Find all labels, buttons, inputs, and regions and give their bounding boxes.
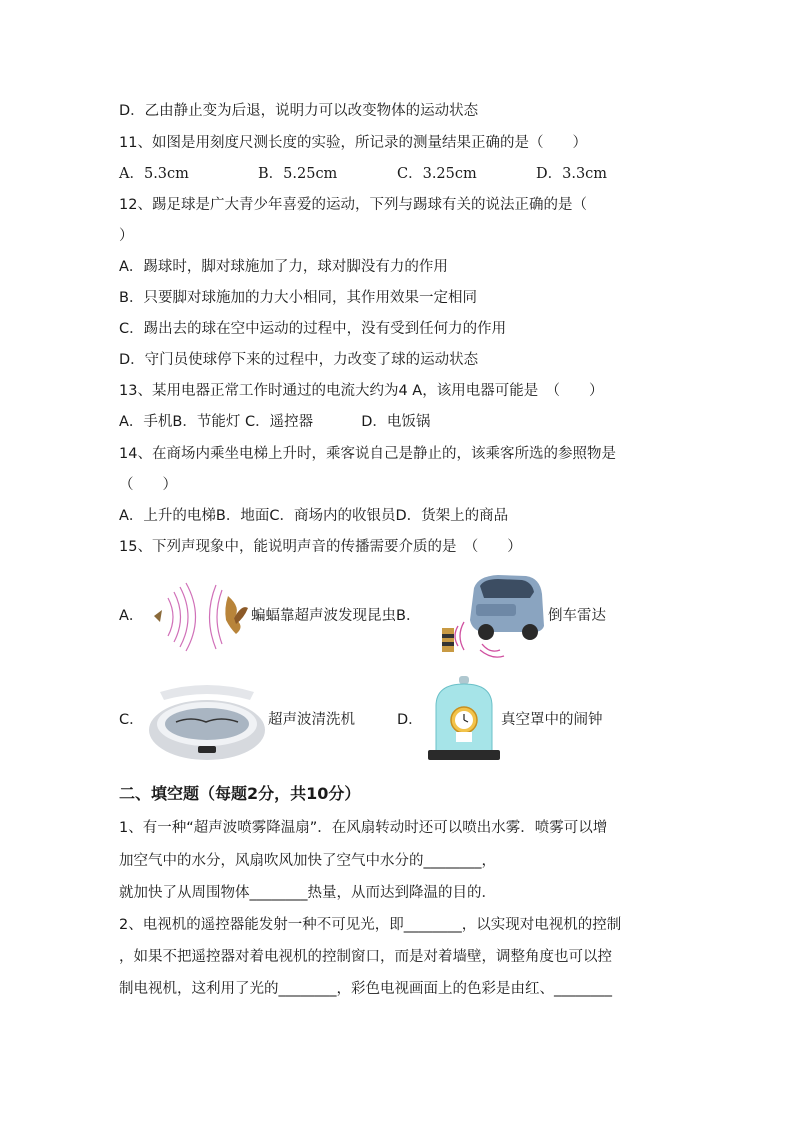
q11-stem: 11、如图是用刻度尺测长度的实验，所记录的测量结果正确的是（ ） bbox=[119, 135, 587, 151]
q12-option-b: B．只要脚对球施加的力大小相同，其作用效果一定相同 bbox=[119, 290, 477, 306]
q10-option-d: D．乙由静止变为后退，说明力可以改变物体的运动状态 bbox=[119, 103, 479, 119]
bat-ultrasound-image bbox=[150, 578, 250, 656]
q15-option-d-text: 真空罩中的闹钟 bbox=[501, 712, 603, 728]
q13-options: A．手机B．节能灯 C．遥控器 D．电饭锅 bbox=[119, 414, 431, 430]
q12-stem-cont: ） bbox=[119, 228, 134, 244]
q12-stem: 12、踢足球是广大青少年喜爱的运动，下列与踢球有关的说法正确的是（ bbox=[119, 197, 587, 213]
q11-option-d: D．3.3cm bbox=[536, 166, 608, 182]
q15-option-d-letter: D． bbox=[397, 712, 423, 728]
fill-q2-line3: 制电视机，这利用了光的________，彩色电视画面上的色彩是由红、________ bbox=[119, 981, 612, 997]
q11-option-c: C．3.25cm bbox=[397, 166, 477, 182]
section-title-fill-in: 二、填空题（每题2分，共10分） bbox=[119, 784, 361, 803]
q15-option-b-text: 倒车雷达 bbox=[548, 608, 606, 624]
q11-option-a: A．5.3cm bbox=[119, 166, 189, 182]
q13-stem: 13、某用电器正常工作时通过的电流大约为4 A，该用电器可能是 （ ） bbox=[119, 383, 604, 399]
q12-option-d: D．守门员使球停下来的过程中，力改变了球的运动状态 bbox=[119, 352, 479, 368]
q14-stem-cont: （ ） bbox=[119, 477, 177, 493]
fill-q1-line3: 就加快了从周围物体________热量，从而达到降温的目的． bbox=[119, 885, 496, 901]
q12-option-a: A．踢球时，脚对球施加了力，球对脚没有力的作用 bbox=[119, 259, 448, 275]
fill-q2-line1: 2、电视机的遥控器能发射一种不可见光，即________，以实现对电视机的控制 bbox=[119, 917, 622, 933]
q15-stem: 15、下列声现象中，能说明声音的传播需要介质的是 （ ） bbox=[119, 539, 522, 555]
q12-option-c: C．踢出去的球在空中运动的过程中，没有受到任何力的作用 bbox=[119, 321, 507, 337]
fill-q1-line1: 1、有一种“超声波喷雾降温扇”．在风扇转动时还可以喷出水雾．喷雾可以增 bbox=[119, 820, 608, 836]
car-radar-image bbox=[438, 570, 548, 662]
q14-stem: 14、在商场内乘坐电梯上升时，乘客说自己是静止的，该乘客所选的参照物是 bbox=[119, 446, 616, 462]
q15-option-a-letter: A． bbox=[119, 608, 144, 624]
q15-option-c-letter: C． bbox=[119, 712, 144, 728]
q14-options: A．上升的电梯B．地面C．商场内的收银员D．货架上的商品 bbox=[119, 508, 509, 524]
q15-option-a-text: 蝙蝠靠超声波发现昆虫B． bbox=[251, 608, 421, 624]
fill-q2-line2: ，如果不把遥控器对着电视机的控制窗口，而是对着墙壁，调整角度也可以控 bbox=[119, 949, 612, 965]
q11-option-b: B．5.25cm bbox=[258, 166, 338, 182]
q15-option-c-text: 超声波清洗机 bbox=[268, 712, 355, 728]
vacuum-jar-clock-image bbox=[426, 674, 502, 764]
fill-q1-line2: 加空气中的水分，风扇吹风加快了空气中水分的________， bbox=[119, 853, 496, 869]
ultrasonic-cleaner-image bbox=[146, 680, 268, 762]
